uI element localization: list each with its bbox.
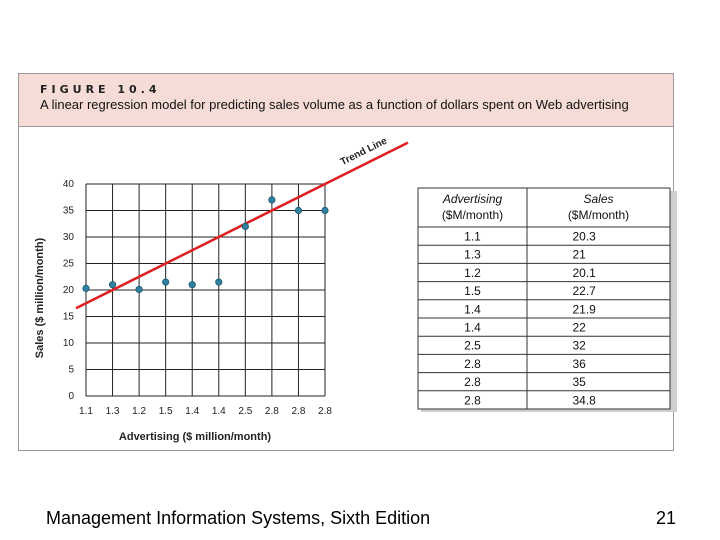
y-tick-label: 40 (62, 179, 74, 190)
table-cell: 1.5 (464, 284, 481, 299)
y-axis-label: Sales ($ million/month) (34, 237, 46, 359)
table-cell: 1.3 (464, 247, 481, 262)
table-header-label: Advertising (442, 192, 503, 206)
x-tick-label: 2.8 (291, 406, 306, 417)
data-point (109, 282, 115, 288)
table-cell: 1.4 (464, 320, 481, 335)
x-tick-label: 2.8 (318, 406, 332, 417)
y-tick-label: 30 (62, 232, 74, 243)
x-axis-label: Advertising ($ million/month) (118, 431, 272, 443)
table-cell: 36 (572, 356, 586, 371)
x-tick-label: 2.8 (264, 406, 279, 417)
table-header-unit: ($M/month) (441, 208, 504, 222)
data-point (83, 285, 89, 291)
x-tick-label: 1.5 (158, 406, 173, 417)
data-point (322, 207, 328, 213)
footer-page-number: 21 (655, 508, 676, 528)
table-cell: 2.5 (464, 338, 481, 353)
y-tick-label: 15 (62, 311, 74, 323)
data-table (418, 188, 677, 412)
data-point (162, 279, 168, 285)
table-header-unit: ($M/month) (567, 208, 630, 222)
x-tick-label: 1.4 (185, 406, 200, 417)
data-point (269, 197, 275, 203)
table-cell: 2.8 (464, 393, 481, 408)
table-cell: 20.3 (572, 229, 596, 244)
y-tick-label: 5 (68, 364, 74, 376)
table-cell: 1.4 (464, 302, 481, 317)
figure-caption: A linear regression model for predicting sales volume as a function of dollars spent on Web advertising (40, 97, 629, 112)
table-cell: 21.9 (572, 302, 596, 317)
table-cell: 20.1 (572, 265, 596, 280)
table-cell: 1.2 (464, 265, 481, 280)
data-point (216, 279, 222, 285)
data-point (189, 282, 195, 288)
table-cell: 22 (572, 320, 586, 335)
data-point (242, 223, 248, 229)
y-tick-label: 35 (62, 205, 74, 217)
y-tick-label: 20 (62, 285, 74, 296)
axis-ticks (63, 179, 333, 417)
table-cell: 22.7 (572, 284, 596, 299)
trend-line-group (76, 135, 408, 308)
y-tick-label: 0 (68, 391, 74, 402)
x-tick-label: 1.2 (132, 406, 147, 417)
grid (86, 184, 325, 396)
trend-line-label: Trend Line (338, 135, 389, 169)
figure-label: FIGURE 10.4 (40, 83, 161, 96)
table-cell: 2.8 (464, 375, 481, 390)
table-cell: 21 (572, 247, 586, 262)
x-tick-label: 1.1 (79, 406, 93, 417)
x-tick-label: 1.3 (105, 406, 120, 417)
table-cell: 1.1 (464, 229, 481, 244)
data-point (295, 207, 301, 213)
y-tick-label: 10 (62, 338, 74, 349)
table-cell: 32 (572, 338, 586, 353)
y-tick-label: 25 (62, 258, 74, 270)
table-cell: 34.8 (572, 393, 596, 408)
x-tick-label: 1.4 (211, 406, 226, 417)
table-header-label: Sales (583, 192, 614, 206)
table-cell: 35 (572, 375, 586, 390)
table-cell: 2.8 (464, 356, 481, 371)
footer-book-title: Management Information Systems, Sixth Edition (46, 508, 431, 528)
x-tick-label: 2.5 (238, 406, 253, 417)
data-point (136, 286, 142, 292)
